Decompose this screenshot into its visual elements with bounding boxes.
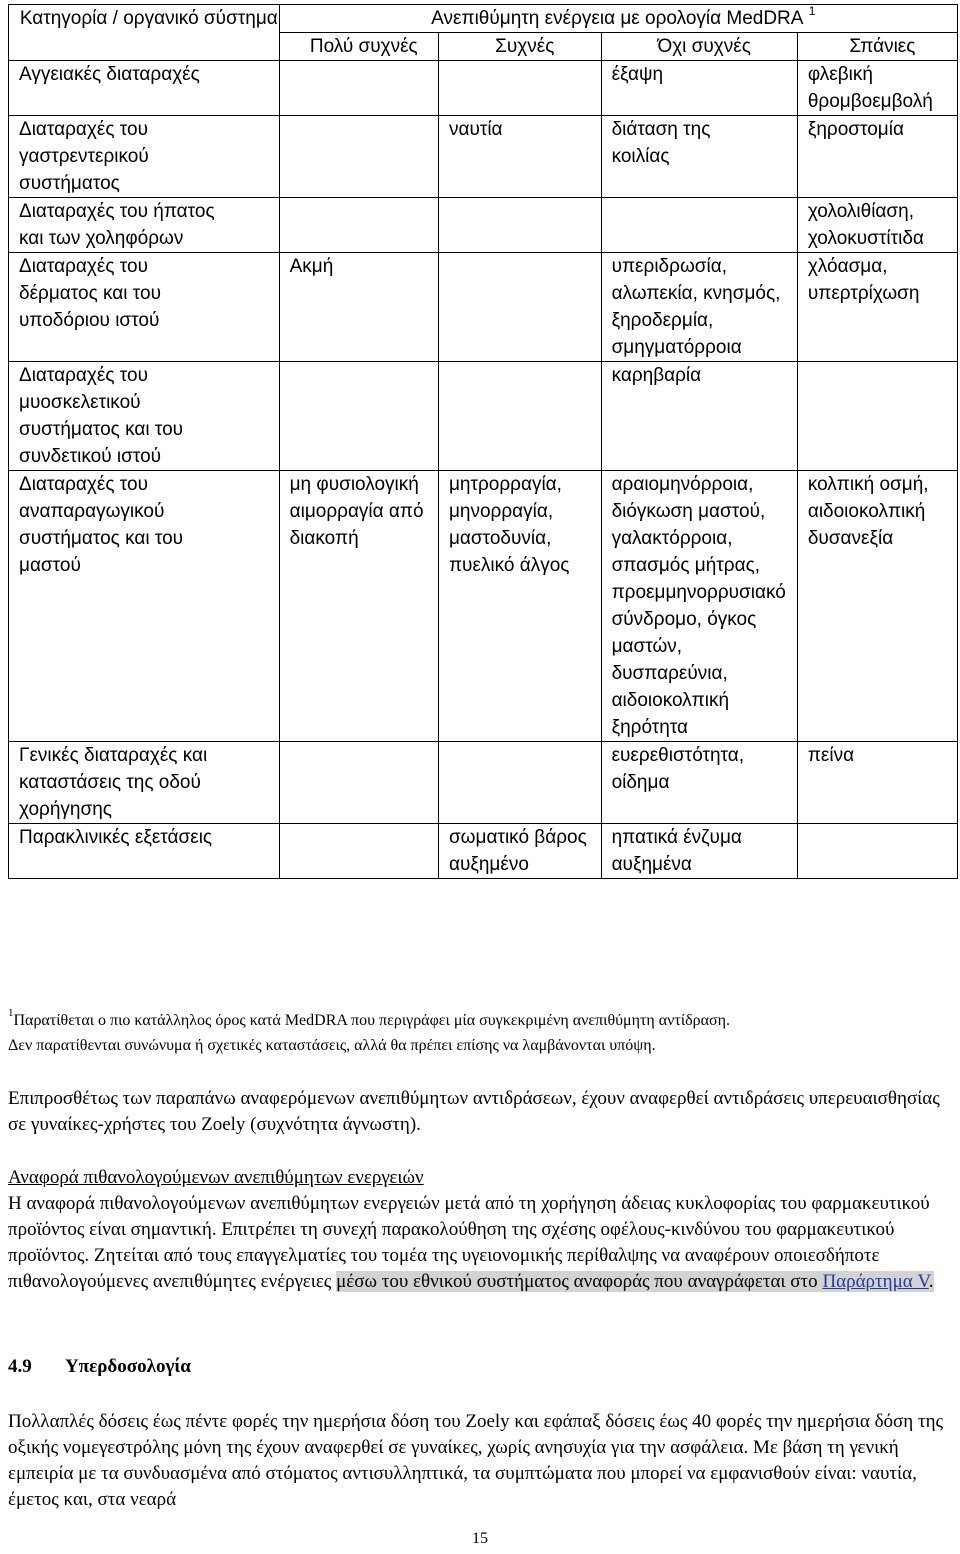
cell-soc: Διαταραχές του γαστρεντερικού συστήματος [9, 116, 280, 198]
cell-very-common: μη φυσιολογική αιμορραγία από διακοπή [279, 471, 438, 742]
header-very-common: Πολύ συχνές [279, 33, 438, 61]
table-row [9, 471, 958, 742]
cell-uncommon: ευερεθιστότητα, οίδημα [601, 742, 797, 824]
cell-very-common: Ακμή [279, 253, 438, 362]
cell-soc: Παρακλινικές εξετάσεις [9, 824, 280, 879]
cell-common [438, 61, 601, 116]
cell-very-common [279, 742, 438, 824]
header-title-text: Ανεπιθύμητη ενέργεια με ορολογία MedDRA [431, 8, 804, 29]
table-row [9, 824, 958, 879]
cell-soc: Διαταραχές του μυοσκελετικού συστήματος και του συνδετικού ιστού [9, 362, 280, 471]
header-common: Συχνές [438, 33, 601, 61]
cell-soc: Διαταραχές του δέρματος και του υποδόριου ιστού [9, 253, 280, 362]
table-row [9, 742, 958, 824]
cell-rare: κολπική οσμή, αιδοιοκολπική δυσανεξία [797, 471, 957, 742]
paragraph-hypersensitivity: Επιπροσθέτως των παραπάνω αναφερόμενων ανεπιθύμητων αντιδράσεων, έχουν αναφερθεί αντιδράσεις υπερευαισθησίας σε γυναίκες-χρήστες του Zoely (συχνότητα άγνωστη). [8, 1088, 940, 1135]
header-soc: Κατηγορία / οργανικό σύστημα [9, 5, 280, 61]
cell-uncommon: υπεριδρωσία, αλωπεκία, κνησμός, ξηροδερμία, σμηγματόρροια [601, 253, 797, 362]
cell-common [438, 742, 601, 824]
cell-rare: ξηροστομία [797, 116, 957, 198]
cell-rare [797, 824, 957, 879]
cell-common: σωματικό βάρος αυξημένο [438, 824, 601, 879]
cell-soc: Διαταραχές του ήπατος και των χοληφόρων [9, 198, 280, 253]
cell-common [438, 253, 601, 362]
reporting-section [8, 1165, 953, 1295]
section-number: 4.9 [8, 1356, 32, 1377]
header-rare: Σπάνιες [797, 33, 957, 61]
reporting-highlight-text: μέσω του εθνικού συστήματος αναφοράς που αναγράφεται στο [336, 1271, 823, 1292]
cell-uncommon [601, 198, 797, 253]
adverse-reactions-table [8, 4, 958, 879]
table-row [9, 198, 958, 253]
table-row [9, 362, 958, 471]
cell-uncommon: έξαψη [601, 61, 797, 116]
cell-very-common [279, 824, 438, 879]
header-uncommon: Όχι συχνές [601, 33, 797, 61]
cell-soc: Διαταραχές του αναπαραγωγικού συστήματος και του μαστού [9, 471, 280, 742]
cell-rare: πείνα [797, 742, 957, 824]
cell-common: ναυτία [438, 116, 601, 198]
overdose-paragraph: Πολλαπλές δόσεις έως πέντε φορές την ημερήσια δόση του Zoely και εφάπαξ δόσεις έως 40 φορές την ημερήσια δόση της οξικής νομεγεστρόλης μόνη της έχουν αναφερθεί σε γυναίκες, χωρίς ανησυχία για την ασφάλεια. Με βάση τη γενική εμπειρία με τα συνδυασμένα από στόματος αντισυλληπτικά, τα συμπτώματα που μπορεί να εμφανισθούν είναι: ναυτία, έμετος και, στα νεαρά [8, 1411, 944, 1510]
cell-uncommon: αραιομηνόρροια, διόγκωση μαστού, γαλακτόρροια, σπασμός μήτρας, προεμμηνορρυσιακό σύνδρομο, όγκος μαστών, δυσπαρεύνια, αιδοιοκολπική ξηρότητα [601, 471, 797, 742]
cell-common: μητρορραγία, μηνορραγία, μαστοδυνία, πυελικό άλγος [438, 471, 601, 742]
header-title [279, 5, 957, 33]
table-row [9, 116, 958, 198]
cell-rare [797, 362, 957, 471]
cell-very-common [279, 362, 438, 471]
cell-very-common [279, 61, 438, 116]
reporting-highlight [336, 1271, 933, 1292]
cell-very-common [279, 198, 438, 253]
cell-rare: χλόασμα, υπερτρίχωση [797, 253, 957, 362]
footnote-text-1: Παρατίθεται ο πιο κατάλληλος όρος κατά MedDRA που περιγράφει μία συγκεκριμένη ανεπιθύμητη αντίδραση. [13, 1012, 731, 1029]
cell-uncommon: διάταση της κοιλίας [601, 116, 797, 198]
header-title-sup: 1 [808, 4, 816, 18]
cell-rare: χολολιθίαση, χολοκυστίτιδα [797, 198, 957, 253]
cell-uncommon: καρηβαρία [601, 362, 797, 471]
reporting-text [8, 1191, 953, 1295]
section-title: Υπερδοσολογία [65, 1356, 191, 1377]
page-number: 15 [472, 1530, 488, 1547]
cell-rare: φλεβική θρομβοεμβολή [797, 61, 957, 116]
table-row [9, 61, 958, 116]
cell-soc: Γενικές διαταραχές και καταστάσεις της οδού χορήγησης [9, 742, 280, 824]
cell-soc: Αγγειακές διαταραχές [9, 61, 280, 116]
cell-common [438, 198, 601, 253]
reporting-end: . [928, 1271, 934, 1292]
footnote-marker: 1 [8, 1007, 14, 1019]
reporting-body: Η αναφορά πιθανολογούμενων ανεπιθύμητων ενεργειών μετά από τη χορήγηση άδειας κυκλοφορίας του φαρμακευτικού προϊόντος είναι σημαντική. Επιτρέπει τη συνεχή παρακολούθηση της σχέσης οφέλους-κινδύνου του φαρμακευτικού προϊόντος. Ζητείται από τους επαγγελματίες του τομέα της υγειονομικής περίθαλψης να αναφέρουν οποιεσδήποτε πιθανολογούμενες ανεπιθύμητες ενέργειες [8, 1193, 930, 1292]
cell-common [438, 362, 601, 471]
annex-v-link[interactable]: Παράρτημα V [822, 1271, 929, 1292]
cell-very-common [279, 116, 438, 198]
table-header-row [9, 5, 958, 33]
section-heading [8, 1354, 953, 1380]
table-row [9, 253, 958, 362]
footnote-line-2: Δεν παρατίθενται συνώνυμα ή σχετικές καταστάσεις, αλλά θα πρέπει επίσης να λαμβάνονται υπόψη. [8, 1037, 656, 1054]
cell-uncommon: ηπατικά ένζυμα αυξημένα [601, 824, 797, 879]
footnote-line-1 [8, 1008, 953, 1033]
reporting-title: Αναφορά πιθανολογούμενων ανεπιθύμητων ενεργειών [8, 1167, 424, 1188]
footnote [8, 1008, 953, 1058]
